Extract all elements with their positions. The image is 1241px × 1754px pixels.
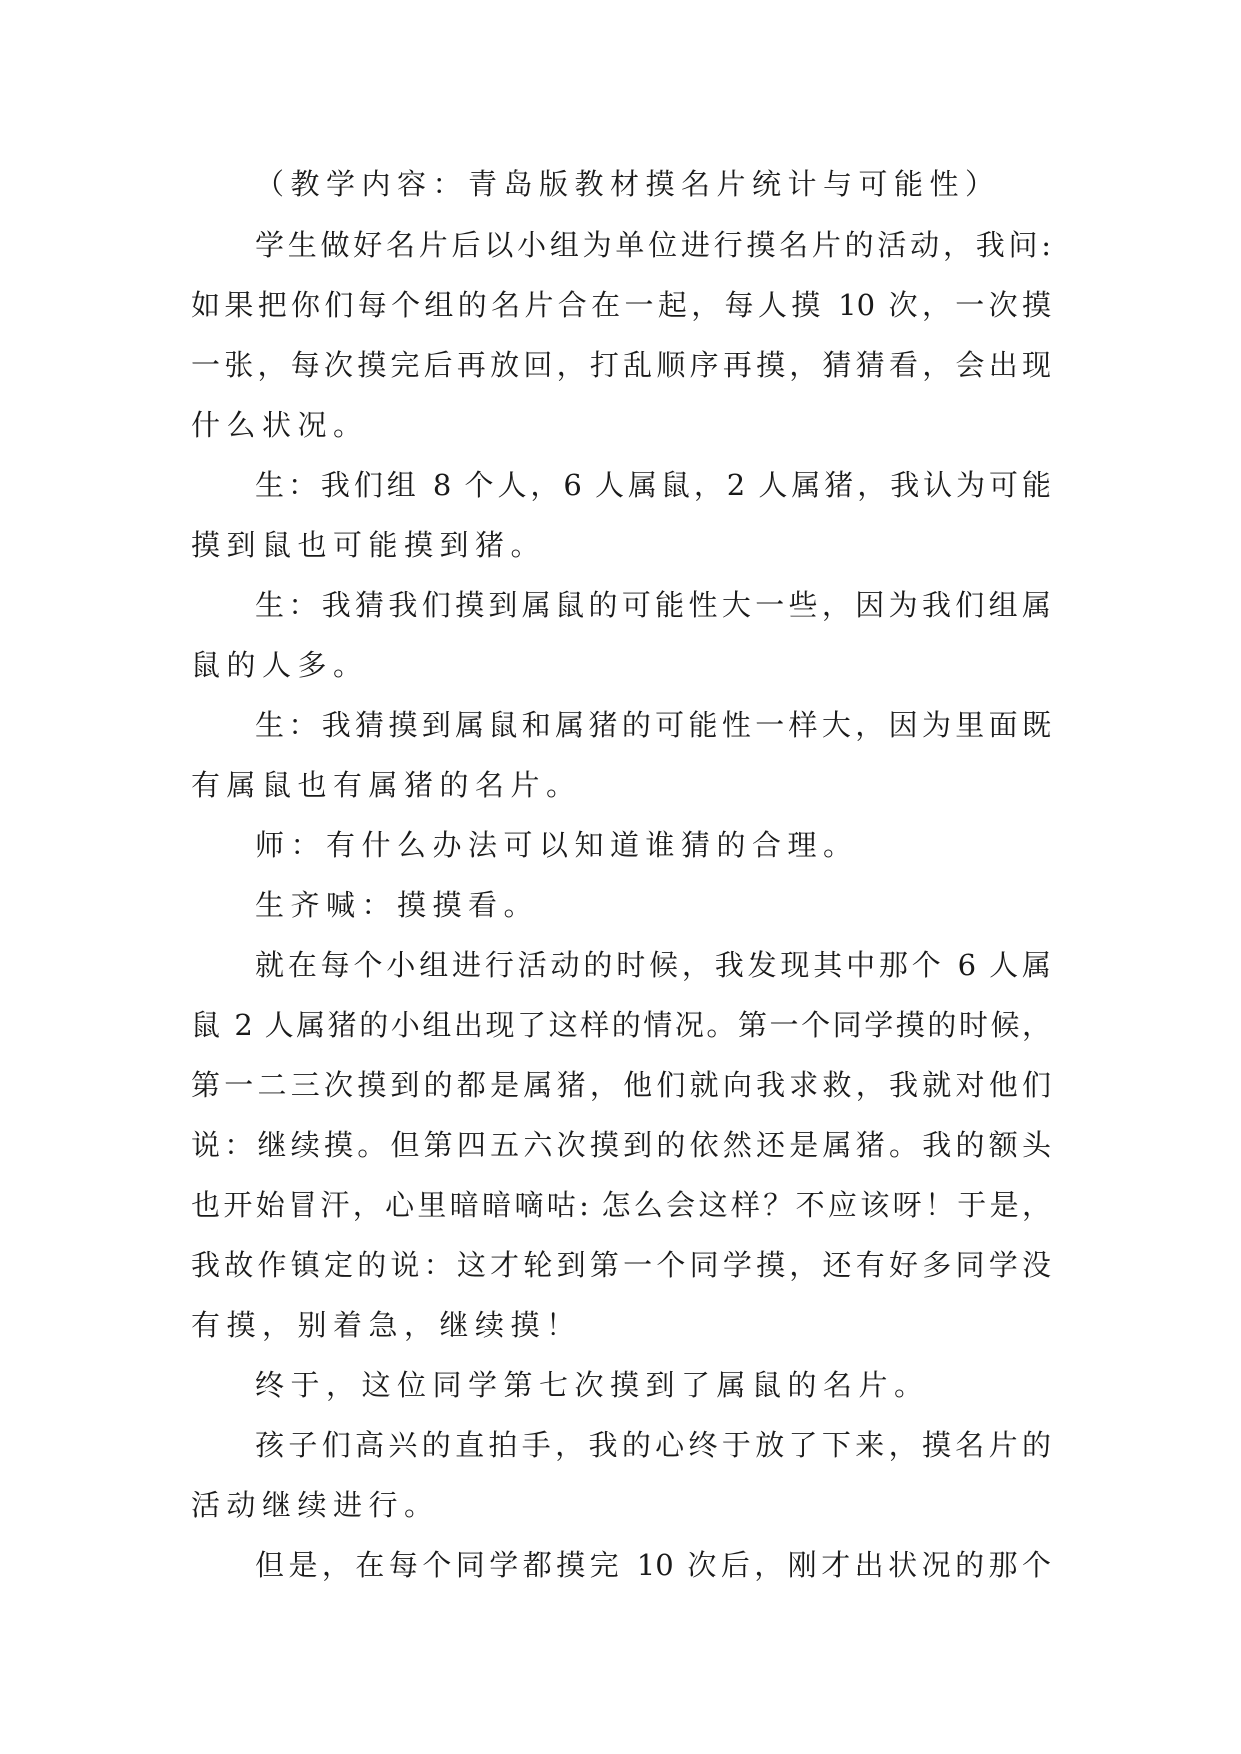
paragraph-line: 孩子们高兴的直拍手，我的心终于放了下来，摸名片的	[255, 1428, 1051, 1462]
paragraph-line: 有属鼠也有属猪的名片。	[191, 768, 582, 802]
paragraph-line: 第一二三次摸到的都是属猪，他们就向我求救，我就对他们	[191, 1068, 1051, 1102]
paragraph-line: 有摸，别着急，继续摸！	[191, 1308, 582, 1342]
paragraph-line: 就在每个小组进行活动的时候，我发现其中那个 6 人属	[255, 948, 1051, 982]
paragraph-line: 师：有什么办法可以知道谁猜的合理。	[255, 828, 859, 862]
paragraph-line: 活动继续进行。	[191, 1488, 440, 1522]
paragraph-line: （教学内容：青岛版教材摸名片统计与可能性）	[255, 167, 1001, 201]
paragraph-line: 生：我猜我们摸到属鼠的可能性大一些，因为我们组属	[255, 588, 1051, 622]
paragraph-line: 摸到鼠也可能摸到猪。	[191, 528, 547, 562]
paragraph-line: 如果把你们每个组的名片合在一起，每人摸 10 次，一次摸	[191, 288, 1051, 322]
paragraph-line: 但是，在每个同学都摸完 10 次后，刚才出状况的那个	[255, 1548, 1051, 1582]
paragraph-line: 一张，每次摸完后再放回，打乱顺序再摸，猜猜看，会出现	[191, 348, 1051, 382]
paragraph-line: 什么状况。	[191, 408, 369, 442]
paragraph-line: 终于，这位同学第七次摸到了属鼠的名片。	[255, 1368, 930, 1402]
paragraph-line: 我故作镇定的说：这才轮到第一个同学摸，还有好多同学没	[191, 1248, 1051, 1282]
paragraph-line: 生齐喊：摸摸看。	[255, 888, 540, 922]
paragraph-line: 也开始冒汗，心里暗暗嘀咕: 怎么会这样？不应该呀！于是，	[191, 1188, 1051, 1222]
paragraph-line: 学生做好名片后以小组为单位进行摸名片的活动，我问:	[255, 228, 1051, 262]
paragraph-line: 说：继续摸。但第四五六次摸到的依然还是属猪。我的额头	[191, 1128, 1051, 1162]
paragraph-line: 生：我们组 8 个人，6 人属鼠，2 人属猪，我认为可能	[255, 468, 1051, 502]
paragraph-line: 生：我猜摸到属鼠和属猪的可能性一样大，因为里面既	[255, 708, 1051, 742]
paragraph-line: 鼠 2 人属猪的小组出现了这样的情况。第一个同学摸的时候，	[191, 1008, 1051, 1042]
paragraph-line: 鼠的人多。	[191, 648, 369, 682]
